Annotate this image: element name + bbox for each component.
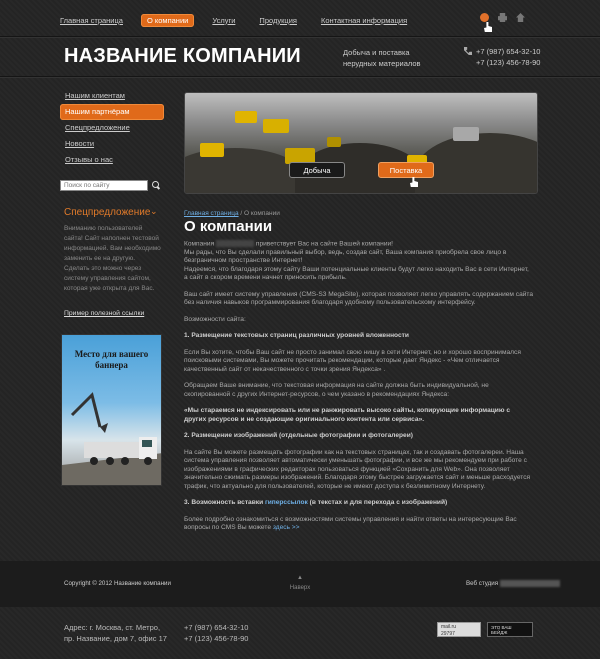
header-phones xyxy=(476,46,540,68)
mining-button[interactable]: Добыча xyxy=(289,162,345,178)
hyperlinks-link[interactable]: гиперссылок xyxy=(264,499,308,507)
counter-label: mail.ru xyxy=(441,624,457,630)
header-phone-2: +7 (123) 456-78-90 xyxy=(476,58,541,67)
here-link[interactable]: здесь >> xyxy=(272,524,300,532)
footer-phone-2: +7 (123) 456-78-90 xyxy=(184,634,249,643)
address-line-2: пр. Название, дом 7, офис 17 xyxy=(64,634,167,643)
web-studio[interactable] xyxy=(466,580,560,587)
sidebar-item-news[interactable]: Новости xyxy=(65,139,95,148)
counter-value: 29797 xyxy=(441,631,455,637)
more-info-paragraph: Более подробно ознакомиться с возможностями системы управления и найти ответы на интересующие Вас вопросы по CMS Вы можете xyxy=(184,515,517,532)
yandex-quote: «Мы стараемся не индексировать или не ранжировать высоко сайты, копирующие информацию с других ресурсов и не создающие оригинального контента или сервиса». xyxy=(184,407,510,423)
copyright: Copyright © 2012 Название компании xyxy=(64,580,171,587)
seo-paragraph: Если Вы хотите, чтобы Ваш сайт не просто занимал свою нишу в сети Интернет, но и хорошо воспринимался поисковыми системами, Вы можете прочитать рекомендации, которые дает Яндекс - «Чем отличается качественный сайт от некачественного с точки зрения Яндекса» . xyxy=(184,348,521,373)
divider xyxy=(0,36,600,37)
footer-address xyxy=(64,622,167,644)
company-name-blur xyxy=(216,240,254,247)
footer-phones xyxy=(184,622,248,644)
sidebar-item-partners[interactable]: Нашим партнёрам xyxy=(60,104,164,120)
special-offer-text: Вниманию пользователей сайта! Сайт наполнен тестовой информацией. Вам необходимо заменить ее на другую. Сделать это можно через систему управления сайтом, которая уже открыта для Вас. xyxy=(64,225,161,292)
footer-phone-1: +7 (987) 654-32-10 xyxy=(184,623,249,632)
intro-text: Компания xyxy=(184,240,215,248)
sidebar-item-reviews[interactable]: Отзывы о нас xyxy=(65,155,113,164)
back-to-top[interactable] xyxy=(285,573,315,593)
nav-about-link[interactable]: О компании xyxy=(141,14,194,27)
intro-paragraph xyxy=(184,240,534,283)
nav-contacts-link[interactable]: Контактная информация xyxy=(320,15,408,25)
feature-2-heading: 2. Размещение изображений (отдельные фотографии и фотогалереи) xyxy=(184,432,413,440)
breadcrumb xyxy=(184,210,280,217)
nav-products-link[interactable]: Продукция xyxy=(259,15,297,25)
intro-text: Надеемся, что благодаря этому сайту Ваши потенциальные клиенты будут легко находить Вас в сети Интернет, а сайт в скором времени начнет приносить прибыль. xyxy=(184,265,529,282)
sidebar-item-clients[interactable]: Нашим клиентам xyxy=(65,91,125,100)
breadcrumb-home-link[interactable]: Главная страница xyxy=(184,210,239,217)
feature-3-heading: 3. Возможность вставки xyxy=(184,499,265,507)
feature-3-heading-rest: (в текстах и для перехода с изображений) xyxy=(307,499,448,507)
cms-paragraph: Ваш сайт имеет систему управления (CMS-S3 MegaSite), которая позволяет легко управлять содержанием сайта без наличия навыков программирования благодаря удобному пользовательскому интерфейсу. xyxy=(184,290,534,307)
studio-name-blur xyxy=(500,580,560,587)
truck-illustration xyxy=(62,335,162,486)
hero-image xyxy=(184,92,538,194)
divider xyxy=(0,76,600,77)
studio-badge[interactable]: ЭТО ВАШ БЕЙДЖ xyxy=(487,622,533,637)
home-icon[interactable] xyxy=(480,13,489,22)
intro-text: Мы рады, что Вы сделали правильный выбор, ведь, создав сайт, Ваша компания приобрела свое лицо в безграничном пространстве Интернет! xyxy=(184,248,507,265)
sitemap-icon[interactable] xyxy=(516,13,525,22)
ad-banner[interactable] xyxy=(61,334,162,486)
side-nav xyxy=(60,88,164,168)
top-icons xyxy=(480,13,525,22)
breadcrumb-separator: / xyxy=(238,210,244,217)
arrow-up-icon: ▲ xyxy=(297,575,303,581)
breadcrumb-current: О компании xyxy=(243,210,280,217)
mouse-cursor-icon xyxy=(484,22,492,32)
main-content xyxy=(184,240,534,541)
phone-icon xyxy=(464,47,472,55)
unique-content-paragraph: Обращаем Ваше внимание, что текстовая информация на сайте должна быть индивидуальной, не скопированной с других Интернет-ресурсов, о чем указано в рекомендациях Яндекса: xyxy=(184,382,489,398)
print-icon[interactable] xyxy=(498,13,507,22)
page-title: О компании xyxy=(184,218,273,235)
delivery-button[interactable]: Поставка xyxy=(378,162,434,178)
web-studio-label: Веб студия xyxy=(466,580,499,588)
search-icon[interactable] xyxy=(151,180,161,191)
header-phone-1: +7 (987) 654-32-10 xyxy=(476,47,541,56)
images-paragraph: На сайте Вы можете размещать фотографии как на текстовых страницах, так и создавать фотогалереи. Наша система управления позволяет автоматически уменьшать фотографии, и все же мы рекомендуем при работе с изображениями в графических редакторах пользоваться функцией «Сохранить для Web». Она позволяет значительно сжимать размеры изображений. Благодаря этому быстрее загружается сайт и меньше расходуется трафик, что актуально для пользователей, которые не имеют доступа к безлимитному Интернету. xyxy=(184,448,531,490)
nav-home-link[interactable]: Главная страница xyxy=(60,15,123,25)
features-heading: Возможности сайта: xyxy=(184,315,246,323)
feature-1-heading: 1. Размещение текстовых страниц различных уровней вложенности xyxy=(184,332,409,340)
banner-text: Место для вашего баннера xyxy=(74,349,149,370)
special-offer-link[interactable]: Пример полезной ссылки xyxy=(64,310,145,317)
company-logo[interactable]: НАЗВАНИЕ КОМПАНИИ xyxy=(64,45,301,67)
chevron-down-icon[interactable]: ⌄ xyxy=(150,206,158,216)
tagline: Добыча и поставка нерудных материалов xyxy=(343,48,421,68)
back-to-top-label: Наверх xyxy=(289,585,311,591)
intro-text: приветствует Вас на сайте Вашей компании! xyxy=(255,240,394,248)
special-offer-title: Спецпредложение xyxy=(64,207,151,218)
top-nav xyxy=(60,12,431,28)
search-input[interactable] xyxy=(60,180,148,191)
nav-services-link[interactable]: Услуги xyxy=(212,15,236,25)
address-line-1: Адрес: г. Москва, ст. Метро, xyxy=(64,623,161,632)
sidebar-item-special[interactable]: Спецпредложение xyxy=(65,123,130,132)
visit-counter[interactable] xyxy=(437,622,481,637)
